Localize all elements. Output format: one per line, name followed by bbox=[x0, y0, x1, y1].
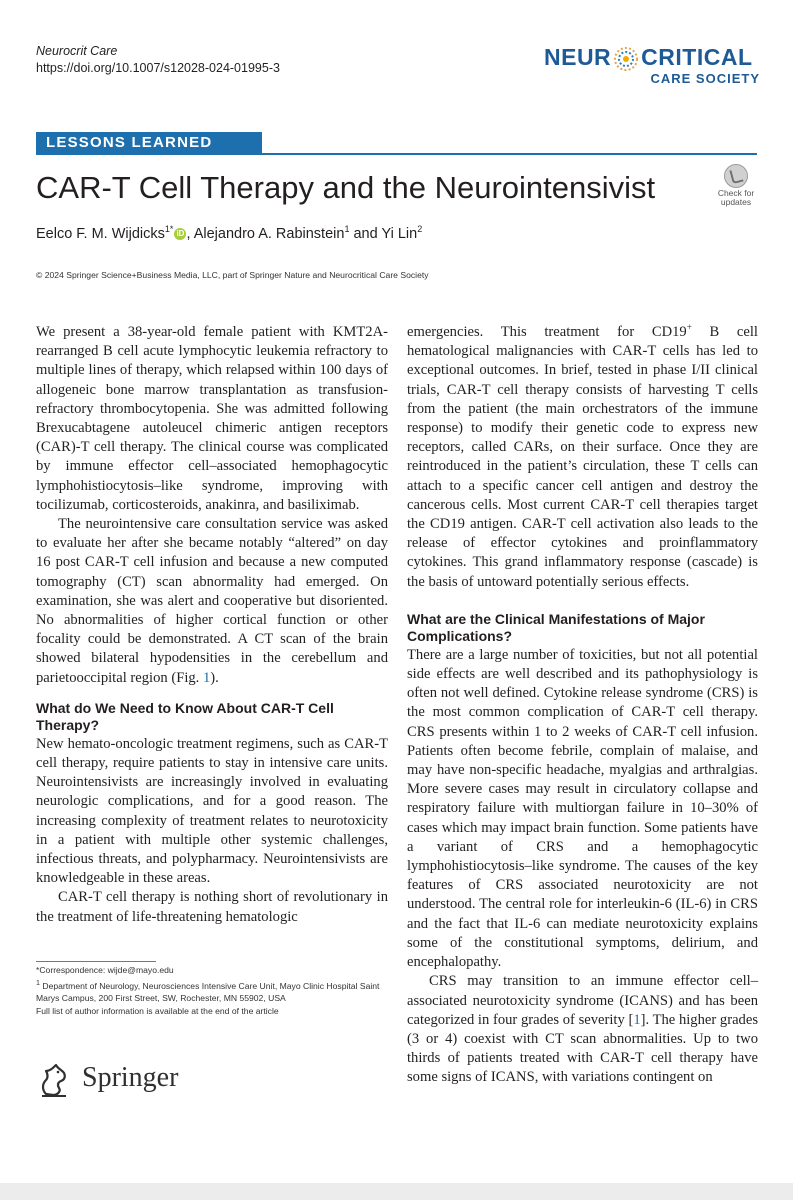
springer-logo bbox=[36, 1060, 236, 1100]
affiliation-note: $^1$ Department of Neurology, Neurosciences Intensive Care Unit, Mayo Clinic Hospital Saint Marys Campus, 200 First Street, SW, Rochester, MN 55902, USA bbox=[36, 978, 380, 1004]
body-column-right bbox=[407, 323, 758, 1088]
author-affiliation-sup: 1* bbox=[164, 224, 174, 234]
paragraph: The neurointensive care consultation service was asked to evaluate her after she became notably “altered” on day 16 post CAR-T cell infusion and because a new computed tomography (CT) scan abnormality had emerged. On examination, she was alert and cooperative but disoriented. No abnormalities of higher cortical function or other focality could be demonstrated. A CT scan of the brain showed bilateral hypodensities in the cerebellum and parietooccipital region (Fig. 1). bbox=[36, 516, 388, 686]
paragraph: New hemato-oncologic treatment regimens, such as CAR-T cell therapy, require patients to stay in intensive care units. Neurointensivists are increasingly involved in evaluating neurologic complications, and for a good reason. The increasing complexity of treatment relates to neurotoxicity in a patient with multiple other systemic challenges, infectious threats, and polypharmacy. Neurointensivists are knowledgeable in these areas. bbox=[36, 735, 388, 887]
logo-text-critical: CRITICAL bbox=[641, 44, 753, 70]
author-affiliation-sup: 2 bbox=[417, 224, 423, 234]
check-for-updates-button[interactable] bbox=[712, 164, 760, 206]
orcid-icon[interactable]: iD bbox=[176, 228, 185, 238]
citation-link[interactable]: 1 bbox=[633, 1011, 641, 1028]
journal-name: Neurocrit Care bbox=[36, 44, 118, 58]
springer-wordmark: Springer bbox=[82, 1062, 179, 1093]
paragraph: We present a 38-year-old female patient with KMT2A-rearranged B cell acute lymphocytic leukemia refractory to multiple lines of therapy, which relapsed within 100 days of allogeneic bone marrow transplantation as transfusion-refractory thrombocytopenia. She was admitted following Brexucabtagene autoleucel chimeric antigen receptors (CAR)-T cell therapy. The clinical course was complicated by immune effector cell–associated hemophagocytic lymphohistiocytosis–like syndrome, improving with tocilizumab, corticosteroids, anakinra, and basiliximab. bbox=[36, 324, 388, 513]
paragraph: CRS may transition to an immune effector cell–associated neurotoxicity syndrome (ICANS) and has been categorized in four grades of severity [1]. The higher grades (3 or 4) coexist with CT scan abnormalities. Up to two thirds of patients treated with CAR-T cell therapy have some signs of ICANS, with variations contingent on bbox=[407, 973, 759, 1086]
footnotes bbox=[36, 964, 388, 1017]
section-heading: What are the Clinical Manifestations of Major Complications? bbox=[407, 610, 705, 645]
correspondence-note: *Correspondence: wijde@mayo.edu bbox=[36, 965, 174, 975]
footnote-rule bbox=[36, 961, 156, 962]
body-column-left bbox=[36, 323, 388, 927]
figure-ref-link[interactable]: 1 bbox=[202, 669, 211, 686]
paragraph: CAR-T cell therapy is nothing short of revolutionary in the treatment of life-threatening hematologic bbox=[36, 889, 388, 925]
author-info-note: Full list of author information is available at the end of the article bbox=[36, 1005, 279, 1016]
author-name[interactable]: Alejandro A. Rabinstein bbox=[193, 225, 345, 242]
doi-link[interactable]: https://doi.org/10.1007/s12028-024-01995-3 bbox=[36, 61, 280, 75]
copyright-notice: © 2024 Springer Science+Business Media, LLC, part of Springer Nature and Neurocritical Care Society bbox=[36, 270, 429, 280]
logo-text-neur: NEUR bbox=[544, 44, 612, 70]
check-updates-line1: Check for bbox=[717, 188, 755, 198]
section-label: LESSONS LEARNED bbox=[36, 132, 262, 154]
author-name[interactable]: Yi Lin bbox=[381, 225, 418, 242]
logo-subtitle: CARE SOCIETY bbox=[650, 71, 760, 86]
check-updates-line2: updates bbox=[720, 197, 752, 207]
paragraph: emergencies. This treatment for CD19+ B cell hematological malignancies with CAR-T cells has led to exceptional outcomes. In brief, tested in phase I/II clinical trials, CAR-T cell therapy consists of harvesting T cells from the patient (the main orchestrators of the immune response) to modify their genetic code to express new receptors, called CARs, on their surface. Once they are reintroduced in the patient’s circulation, these T cells can attach to a specific cancer cell antigen and destroy the cancerous cells. Most current CAR-T cell therapies target the CD19 antigen. CAR-T cell activation also leads to the release of effector cytokines and proinflammatory cytokines. This grand inflammatory response (cascade) is the basis of untoward potentially serious effects. bbox=[407, 322, 758, 590]
brain-ornament-icon bbox=[613, 46, 639, 72]
ncs-logo bbox=[544, 40, 762, 90]
paragraph: There are a large number of toxicities, but not all potential side effects are well described and its pathophysiology is often not well defined. Cytokine release syndrome (CRS) is the most common complication of CAR-T cell therapy. CRS presents within 1 to 2 weeks of CAR-T cell infusion. Patients often become febrile, complain of malaise, and may have non-specific headache, myalgias and arthralgias. More severe cases may result in circulatory collapse and respiratory failure with multiorgan failure in 10–30% of cases which may impact brain function. Some patients have a variant of CRS and a hemophagocytic lymphohistiocytosis–like syndrome. The causes of the key features of CRS associated neurotoxicity are not understood. The central role for interleukin-6 (IL-6) in CRS and the fact that IL-6 can mediate neurotoxicity explains some of the constitutional symptoms, delirium, and encephalopathy. bbox=[407, 646, 758, 971]
author-list: Eelco F. M. Wijdicks$^{1*}$ iD , Alejandro A. Rabinstein$^1$ and Yi Lin$^2$ bbox=[36, 224, 423, 242]
author-affiliation-sup: 1 bbox=[344, 224, 350, 234]
article-title: CAR-T Cell Therapy and the Neurointensivist bbox=[36, 170, 656, 205]
check-updates-icon bbox=[724, 164, 748, 188]
author-name[interactable]: Eelco F. M. Wijdicks bbox=[36, 225, 165, 242]
springer-horse-icon bbox=[36, 1060, 76, 1100]
page-bottom-band bbox=[0, 1183, 793, 1200]
section-heading: What do We Need to Know About CAR-T Cell Therapy? bbox=[36, 699, 334, 734]
